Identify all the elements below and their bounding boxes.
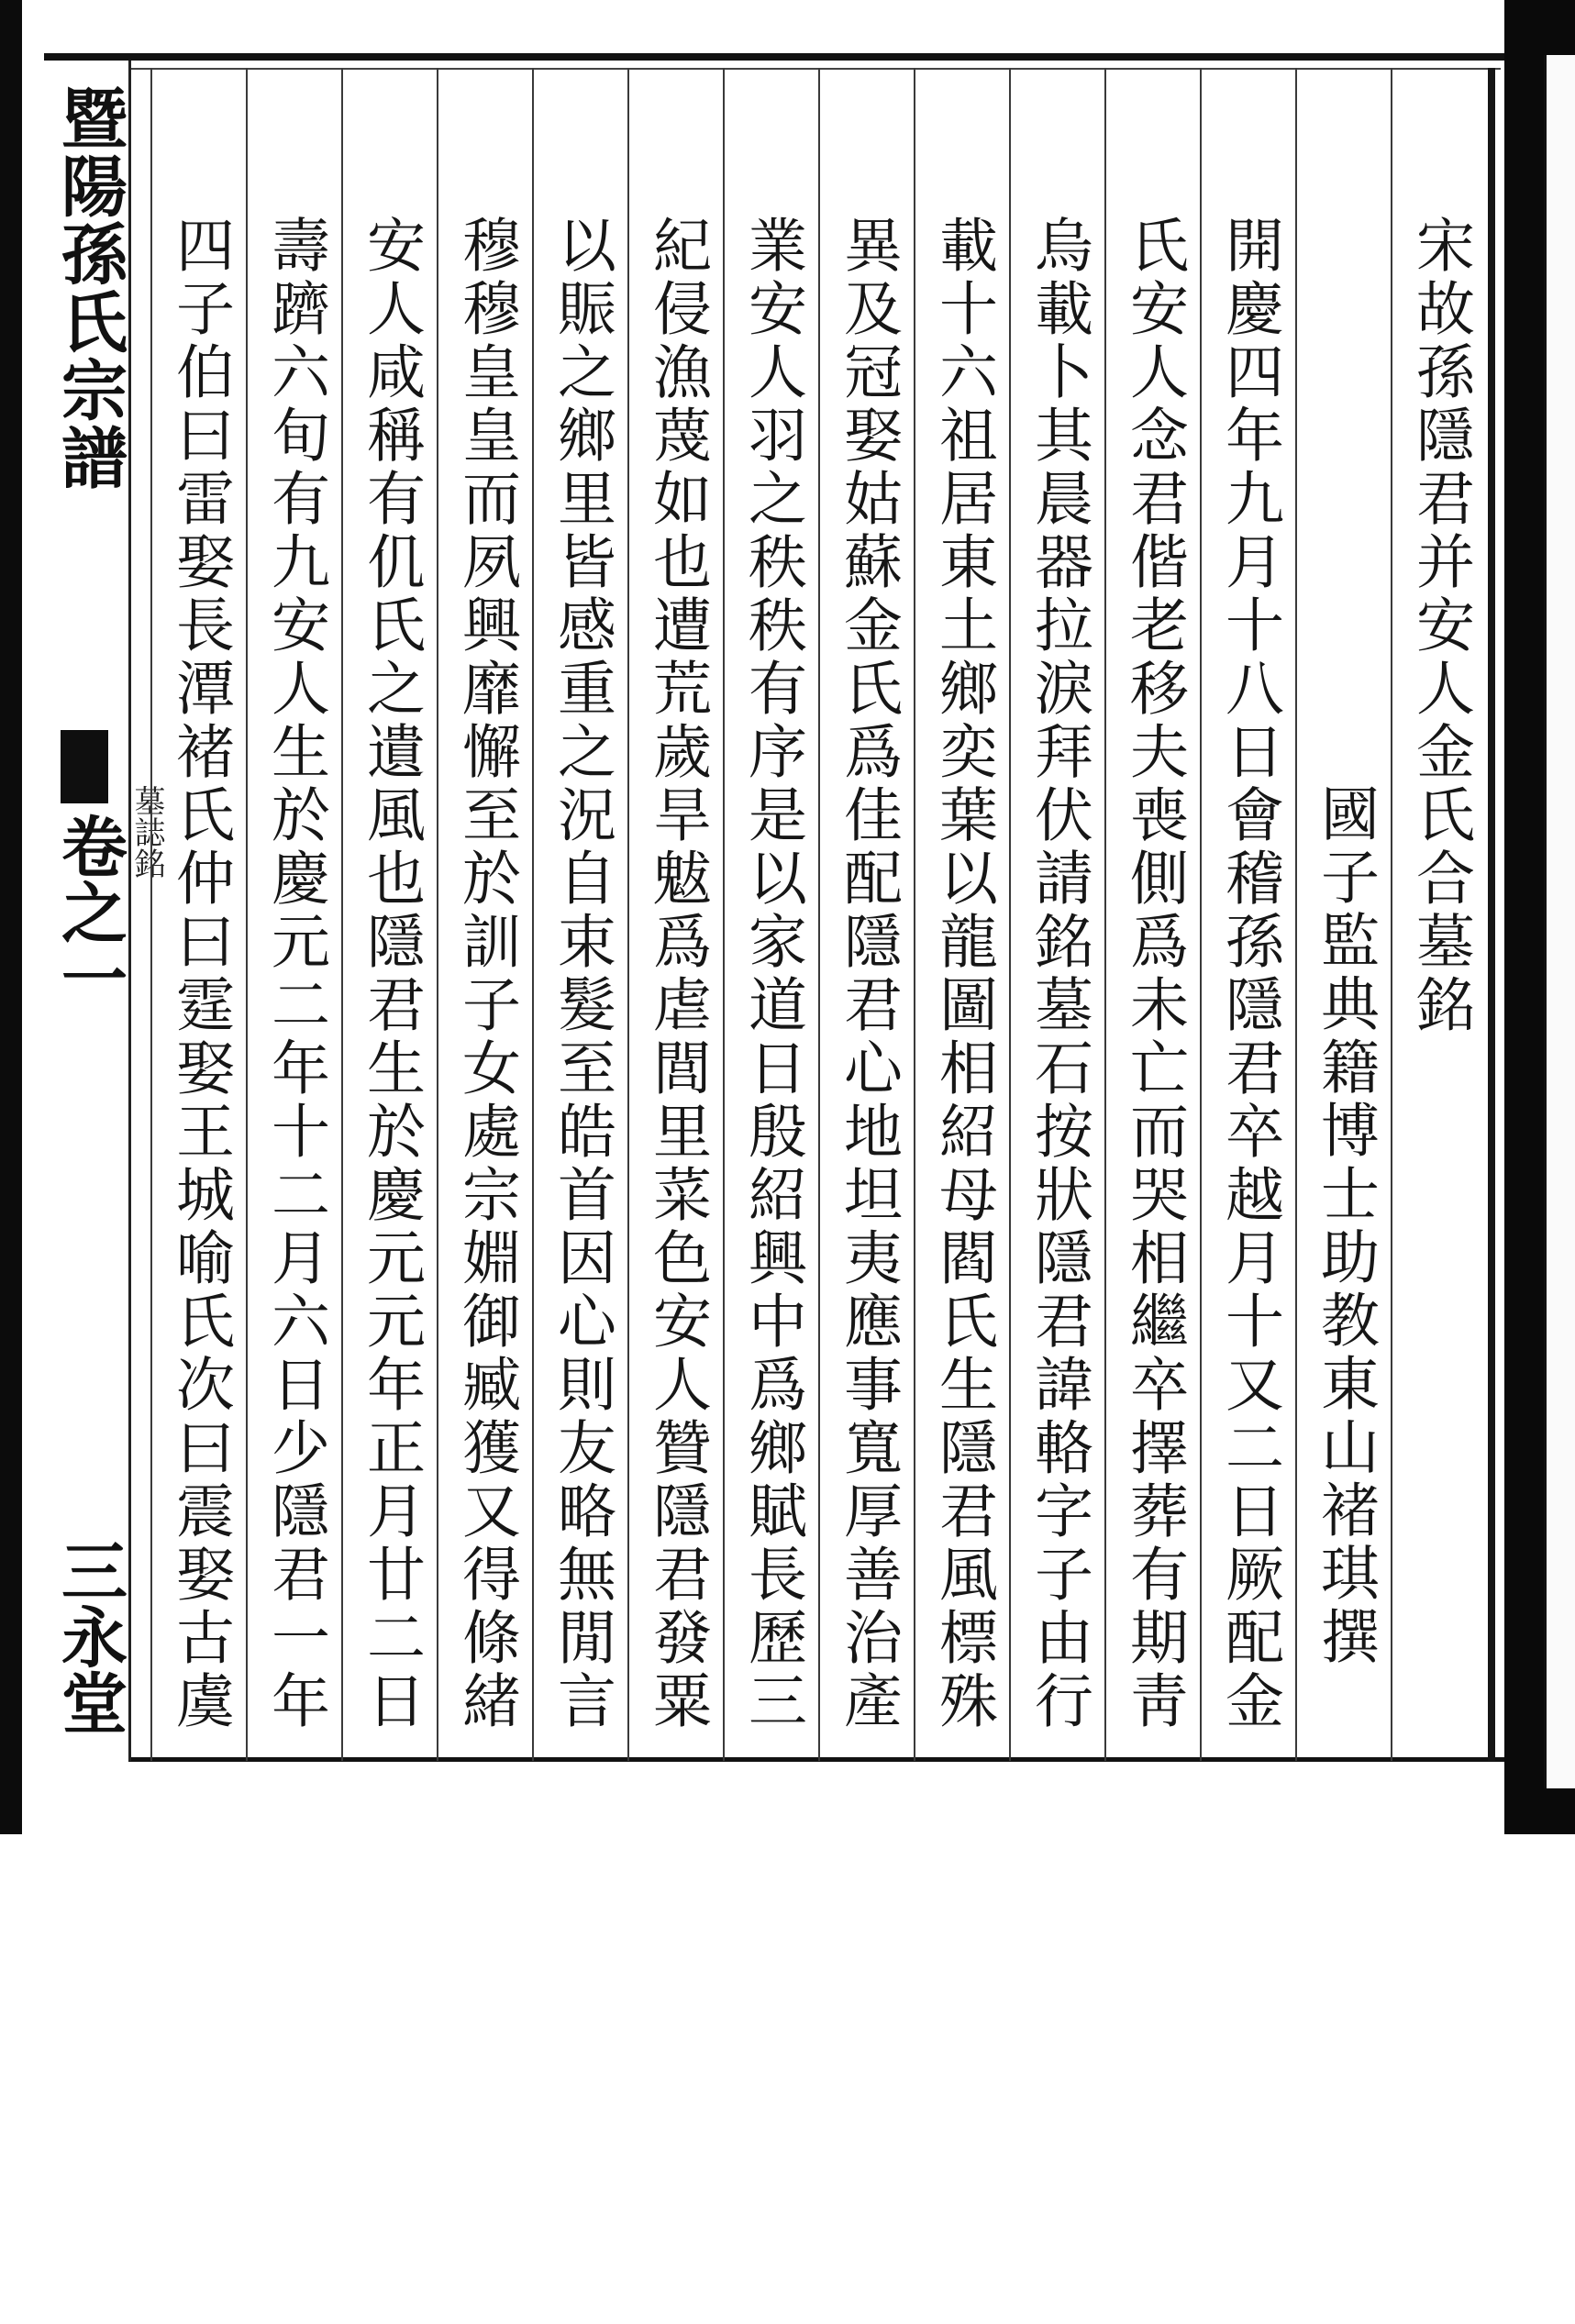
epitaph-title-column <box>1391 68 1486 1761</box>
text-line: 載十六祖居東土鄉奕葉以龍圖相紹母閻氏生隱君風標殊 <box>929 215 997 1733</box>
top-border-rule <box>44 53 1504 61</box>
text-column-9 <box>437 68 532 1761</box>
next-page-edge <box>1544 55 1575 1788</box>
text-column-5 <box>818 68 914 1761</box>
text-line: 安人咸稱有仉氏之遺風也隱君生於慶元元年正月廿二日 <box>357 215 425 1733</box>
volume-label: 卷之一 <box>50 813 128 1011</box>
text-column-3 <box>1009 68 1104 1761</box>
left-binding-edge <box>0 0 22 1834</box>
text-line: 異及冠娶姑蘇金氏爲佳配隱君心地坦夷應事寬厚善治產 <box>834 215 902 1733</box>
text-line: 業安人羽之秩秩有序是以家道日殷紹興中爲鄉賦長歷三 <box>738 215 806 1733</box>
text-line: 穆穆皇皇而夙興靡懈至於訓子女處宗婣御臧獲又得條緒 <box>452 215 520 1733</box>
text-column-6 <box>723 68 818 1761</box>
fold-column <box>44 61 165 1757</box>
text-line: 氏安人念君偕老移夫喪側爲未亡而哭相繼卒擇葬有期靑 <box>1120 215 1188 1733</box>
text-line: 紀侵漁蔑如也遭荒歲旱魃爲虐閭里菜色安人贊隱君發粟 <box>643 215 711 1733</box>
right-frame-line <box>1488 68 1495 1761</box>
fish-tail-mark <box>61 730 108 803</box>
text-line: 開慶四年九月十八日會稽孫隱君卒越月十又二日厥配金 <box>1215 215 1283 1733</box>
genealogy-title: 暨陽孫氏宗譜 <box>50 84 128 492</box>
text-column-11 <box>246 68 341 1761</box>
epitaph-title: 宋故孫隱君并安人金氏合墓銘 <box>1406 215 1474 1037</box>
section-label: 墓誌銘 <box>128 785 165 879</box>
text-line: 以賑之鄉里皆感重之況自束髮至皓首因心則友略無閒言 <box>548 215 616 1733</box>
text-line: 四子伯曰雷娶長潭褚氏仲曰霆娶王城喻氏次曰震娶古虞 <box>166 215 234 1733</box>
text-line: 烏載卜其晨器拉淚拜伏請銘墓石按狀隱君諱輅字子由行 <box>1025 215 1093 1733</box>
text-column-10 <box>341 68 437 1761</box>
text-column-4 <box>914 68 1009 1761</box>
author-column <box>1295 68 1391 1761</box>
text-line: 壽躋六旬有九安人生於慶元二年十二月六日少隱君一年 <box>261 215 329 1733</box>
text-column-1 <box>1200 68 1295 1761</box>
author-line: 國子監典籍博士助教東山褚琪撰 <box>1311 783 1379 1669</box>
hall-name: 三永堂 <box>50 1537 128 1735</box>
text-column-12 <box>150 68 246 1761</box>
text-column-7 <box>627 68 723 1761</box>
text-column-2 <box>1104 68 1200 1761</box>
text-column-8 <box>532 68 627 1761</box>
